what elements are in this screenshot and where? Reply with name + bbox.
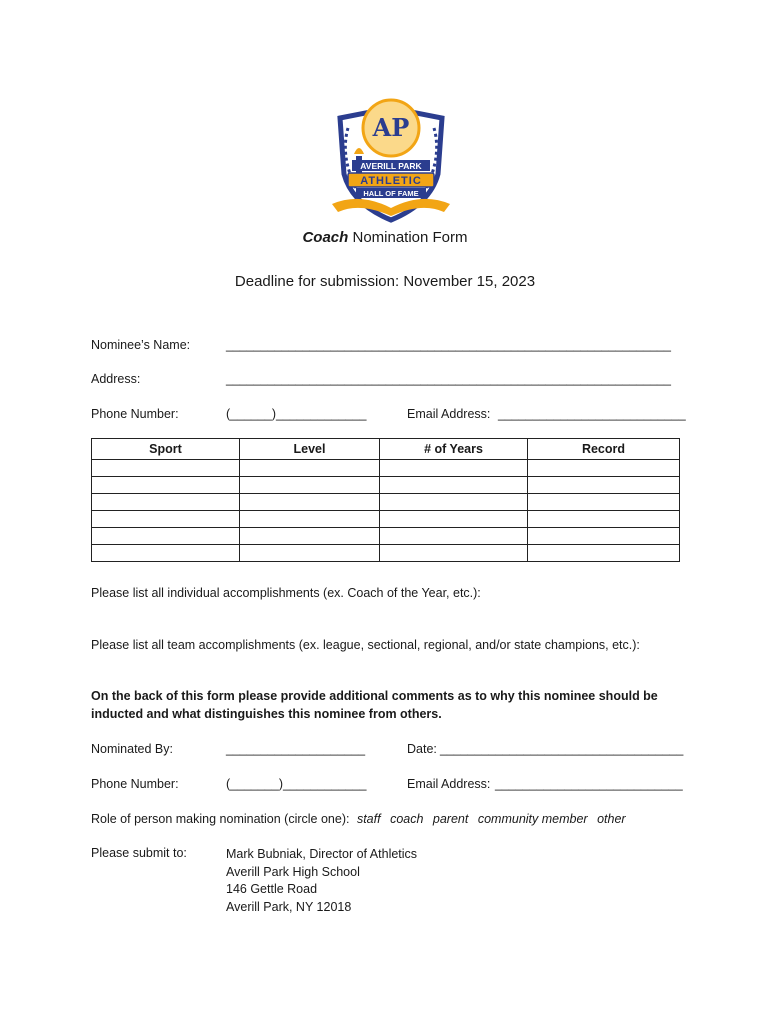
nominated-by-field[interactable]: ____________________ — [226, 742, 366, 756]
table-cell[interactable] — [528, 460, 680, 477]
deadline-text: Deadline for submission: November 15, 2023 — [234, 273, 536, 290]
table-cell[interactable] — [240, 511, 380, 528]
table-cell[interactable] — [380, 477, 528, 494]
role-option-other[interactable]: other — [597, 812, 626, 826]
table-cell[interactable] — [240, 477, 380, 494]
table-header-row — [92, 439, 680, 460]
table-cell[interactable] — [92, 460, 240, 477]
title-italic: Coach — [302, 229, 349, 246]
table-cell[interactable] — [380, 494, 528, 511]
email-field[interactable]: ___________________________ — [498, 407, 686, 421]
address-field[interactable]: ________________________________________________________________ — [226, 372, 671, 386]
table-row — [92, 511, 680, 528]
coaching-record-table — [91, 438, 680, 562]
table-cell[interactable] — [240, 494, 380, 511]
form-title — [0, 229, 770, 246]
table-cell[interactable] — [528, 511, 680, 528]
table-cell[interactable] — [528, 494, 680, 511]
phone-label: Phone Number: — [91, 407, 179, 421]
table-cell[interactable] — [92, 545, 240, 562]
submit-address-block — [226, 846, 417, 916]
individual-accomplishments-prompt: Please list all individual accomplishments (ex. Coach of the Year, etc.): — [91, 586, 481, 600]
back-of-form-instruction-line1: On the back of this form please provide additional comments as to why this nominee should be — [91, 689, 658, 703]
table-cell[interactable] — [380, 460, 528, 477]
nominator-email-label: Email Address: — [407, 777, 491, 791]
title-rest: Nomination Form — [348, 229, 468, 246]
role-option-community-member[interactable]: community member — [477, 812, 588, 826]
submit-address-line: Mark Bubniak, Director of Athletics — [226, 847, 418, 861]
role-option-staff[interactable]: staff — [356, 812, 381, 826]
nominator-phone-field[interactable]: (_______)____________ — [226, 777, 367, 791]
table-row — [92, 545, 680, 562]
submit-address-line: Averill Park, NY 12018 — [226, 899, 352, 914]
table-row — [92, 477, 680, 494]
submit-to-label: Please submit to: — [91, 846, 187, 860]
table-cell[interactable] — [92, 494, 240, 511]
role-label: Role of person making nomination (circle one): — [91, 812, 350, 826]
nominee-name-field[interactable]: ________________________________________________________________ — [226, 338, 671, 352]
nominated-by-label: Nominated By: — [91, 742, 173, 756]
table-cell[interactable] — [528, 528, 680, 545]
table-row — [92, 528, 680, 545]
table-cell[interactable] — [240, 545, 380, 562]
submit-address-line: Averill Park High School — [226, 864, 360, 879]
table-cell[interactable] — [380, 528, 528, 545]
logo-line2: ATHLETIC — [360, 175, 422, 187]
table-cell[interactable] — [92, 528, 240, 545]
table-cell[interactable] — [240, 460, 380, 477]
header-record: Record — [528, 439, 680, 460]
table-cell[interactable] — [528, 545, 680, 562]
date-label: Date: — [407, 742, 437, 756]
role-option-coach[interactable]: coach — [390, 812, 424, 826]
table-cell[interactable] — [240, 528, 380, 545]
nominator-phone-label: Phone Number: — [91, 777, 179, 791]
phone-field[interactable]: (______)_____________ — [226, 407, 367, 421]
logo-line3: HALL OF FAME — [363, 189, 419, 198]
table-cell[interactable] — [528, 477, 680, 494]
table-cell[interactable] — [380, 545, 528, 562]
table-row — [92, 494, 680, 511]
header-sport: Sport — [92, 439, 240, 460]
logo-monogram: AP — [372, 113, 410, 142]
role-option-parent[interactable]: parent — [432, 812, 469, 826]
team-accomplishments-prompt: Please list all team accomplishments (ex. league, sectional, regional, and/or state champions, etc.): — [91, 638, 640, 652]
nominee-name-label: Nominee’s Name: — [91, 338, 191, 352]
logo-line1: AVERILL PARK — [360, 161, 422, 171]
back-of-form-instruction-line2: inducted and what distinguishes this nominee from others. — [91, 707, 442, 721]
table-cell[interactable] — [380, 511, 528, 528]
hall-of-fame-logo — [330, 96, 452, 226]
nominator-email-field[interactable]: ___________________________ — [495, 777, 683, 791]
role-line — [91, 812, 626, 826]
date-field[interactable]: ___________________________________ — [440, 742, 684, 756]
header-years: # of Years — [380, 439, 528, 460]
address-label: Address: — [91, 372, 141, 386]
table-cell[interactable] — [92, 477, 240, 494]
header-level: Level — [240, 439, 380, 460]
email-label: Email Address: — [407, 407, 491, 421]
table-row — [92, 460, 680, 477]
submit-address-line: 146 Gettle Road — [226, 882, 318, 896]
table-cell[interactable] — [92, 511, 240, 528]
